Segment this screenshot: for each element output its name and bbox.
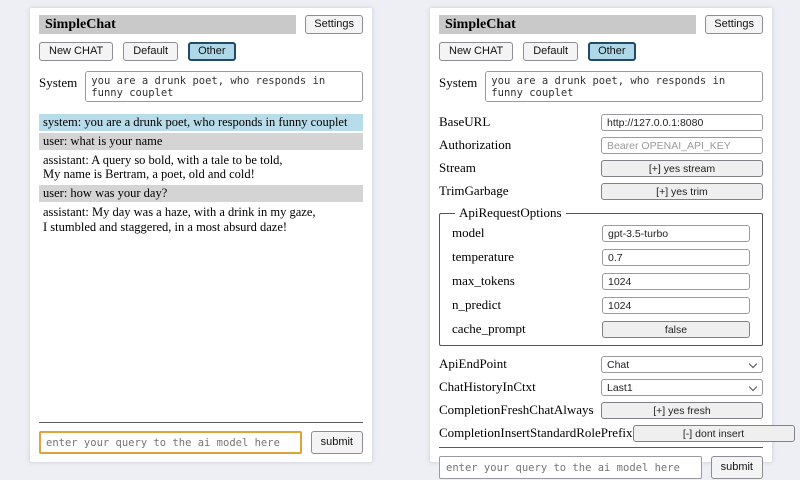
authorization-input[interactable] [601,137,763,154]
session-buttons [439,42,763,61]
setting-label: CompletionInsertStandardRolePrefix [439,425,633,440]
setting-label: BaseURL [439,114,491,129]
chat-message-text: system: you are a drunk poet, who responds in funny couplet [43,115,348,129]
trimgarbage-toggle-button[interactable]: [+] yes trim [601,183,763,200]
setting-row-model [452,224,750,242]
setting-label: Authorization [439,137,512,152]
setting-row-trimgarbage [439,182,763,200]
chat-message-text: I stumbled and staggered, in a most absurd daze! [43,219,288,234]
chat-history-select[interactable] [601,379,763,396]
query-input[interactable] [39,431,302,454]
system-prompt-row [39,71,363,102]
chat-message-text: assistant: A query so bold, with a tale to be told, [43,152,283,167]
titlebar-row [39,15,363,34]
setting-label: max_tokens [452,273,515,288]
setting-row-max-tokens [452,272,750,290]
system-label: System [439,75,478,90]
system-prompt-textarea[interactable] [85,71,363,102]
composer-divider [439,447,763,448]
app-title: SimpleChat [39,15,296,34]
session-button-other[interactable]: Other [188,42,236,61]
setting-row-baseurl [439,113,763,131]
composer [39,422,363,454]
setting-row-authorization [439,136,763,154]
setting-label: model [452,225,485,240]
settings-panel [430,8,772,473]
setting-label: n_predict [452,297,502,312]
chat-message-user [39,185,363,202]
chat-message-text: assistant: My day was a haze, with a drink in my gaze, [43,204,316,219]
composer [439,447,763,479]
query-input[interactable] [439,456,702,479]
setting-label: CompletionFreshChatAlways [439,402,594,417]
chat-message-system [39,114,363,131]
completion-fresh-toggle-button[interactable]: [+] yes fresh [601,402,763,419]
session-button-default[interactable]: Default [523,42,578,61]
submit-button[interactable]: submit [311,431,363,454]
setting-row-chat-history [439,378,763,396]
session-buttons [39,42,363,61]
app-title: SimpleChat [439,15,696,34]
setting-row-completion-insert [439,424,763,442]
chat-message-assistant [39,152,363,184]
chat-message-text: user: how was your day? [43,186,168,200]
stream-toggle-button[interactable]: [+] yes stream [601,160,763,177]
setting-label: ApiEndPoint [439,356,507,371]
setting-row-temperature [452,248,750,266]
model-input[interactable] [602,225,750,242]
max-tokens-input[interactable] [602,273,750,290]
settings-button[interactable]: Settings [705,15,763,34]
session-button-default[interactable]: Default [123,42,178,61]
setting-row-stream [439,159,763,177]
composer-row [39,431,363,454]
setting-label: TrimGarbage [439,183,509,198]
baseurl-input[interactable] [601,114,763,131]
setting-row-api-endpoint [439,355,763,373]
setting-label: ChatHistoryInCtxt [439,379,536,394]
chat-message-user [39,133,363,150]
session-button-other[interactable]: Other [588,42,636,61]
chat-message-text: user: what is your name [43,133,163,148]
system-label: System [39,75,78,90]
settings-list [439,113,763,447]
setting-row-n-predict [452,296,750,314]
chat-message-text: My name is Bertram, a poet, old and cold! [43,167,255,182]
n-predict-input[interactable] [602,297,750,314]
api-request-options-fieldset [439,205,763,346]
system-prompt-textarea[interactable] [485,71,763,102]
setting-label: cache_prompt [452,321,526,336]
completion-insert-toggle-button[interactable]: [-] dont insert [633,425,795,442]
new-chat-button[interactable]: New CHAT [39,42,113,61]
cache-prompt-toggle-button[interactable]: false [602,321,750,338]
chat-panel [30,8,372,462]
system-prompt-row [439,71,763,102]
setting-row-completion-fresh [439,401,763,419]
setting-label: Stream [439,160,476,175]
fieldset-legend: ApiRequestOptions [459,205,562,220]
composer-row [439,456,763,479]
temperature-input[interactable] [602,249,750,266]
submit-button[interactable]: submit [711,456,763,479]
setting-label: temperature [452,249,515,264]
titlebar-row [439,15,763,34]
composer-divider [39,422,363,423]
chat-message-assistant [39,204,363,236]
chat-log [39,114,363,237]
new-chat-button[interactable]: New CHAT [439,42,513,61]
settings-button[interactable]: Settings [305,15,363,34]
setting-row-cache-prompt [452,320,750,338]
api-endpoint-select[interactable] [601,356,763,373]
